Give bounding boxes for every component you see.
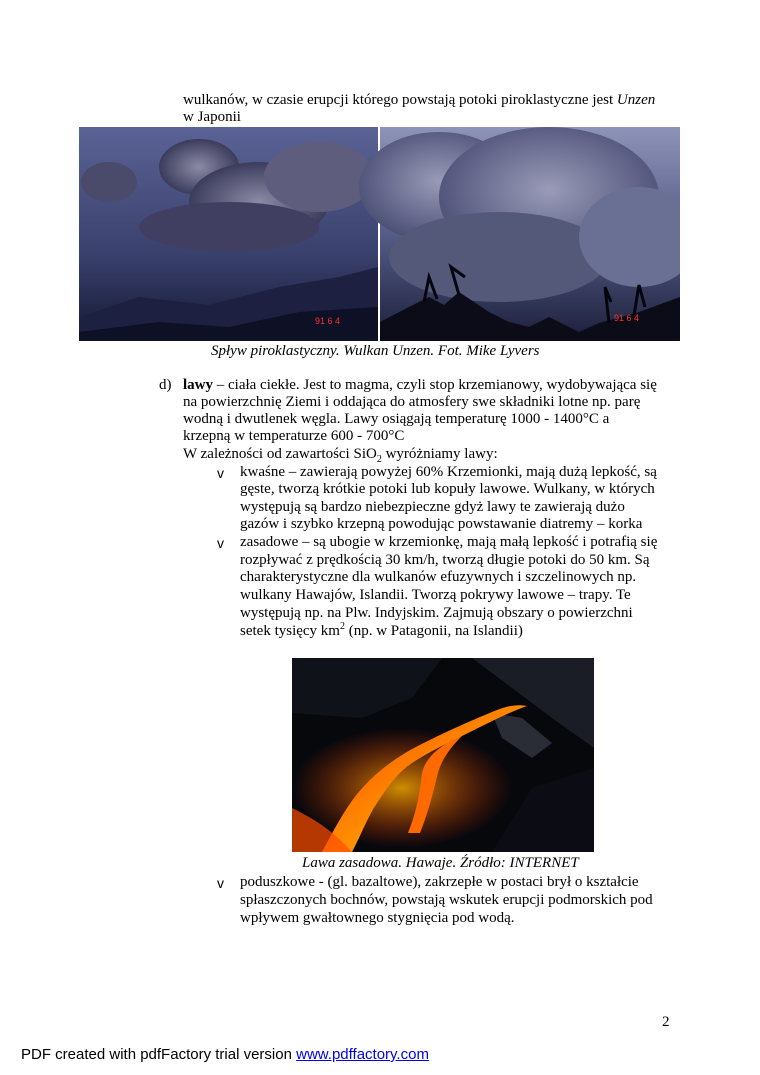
list-marker-d: d) (159, 377, 172, 393)
zasadowe-line-5: występują np. na Plw. Indyjskim. Zajmują obszary o powierzchni (240, 605, 633, 621)
intro-line-2: w Japonii (183, 109, 241, 125)
kwasne-line-2: gęste, tworzą krótkie potoki lub kopuły lawowe. Wulkany, w których (240, 481, 655, 497)
photo-date-stamp-right: 91 6 4 (614, 313, 640, 323)
caption-basic-lava: Lawa zasadowa. Hawaje. Źródło: INTERNET (302, 855, 579, 871)
photo-date-stamp-left: 91 6 4 (315, 316, 341, 326)
poduszkowe-line-2: spłaszczonych bochnów, powstają wskutek erupcji podmorskich pod (240, 892, 653, 908)
term-lawy: lawy (183, 377, 213, 393)
lava-flow-photo (292, 658, 594, 852)
section-d-line-4: krzepną w temperaturze 600 - 700°C (183, 428, 405, 444)
poduszkowe-line-1: poduszkowe - (gl. bazaltowe), zakrzepłe w postaci brył o kształcie (240, 874, 639, 890)
bullet-icon: v (217, 465, 224, 481)
kwasne-line-1: kwaśne – zawierają powyżej 60% Krzemionki, mają dużą lepkość, są (240, 464, 657, 480)
kwasne-line-3: występują są bardzo niebezpieczne gdyż lawy te zawierają dużo (240, 499, 625, 515)
bullet-icon: v (217, 535, 224, 551)
zasadowe-line-6: setek tysięcy $km^2$ (np. w Patagonii, na Islandii) (240, 621, 523, 639)
zasadowe-line-2: rozpływać z prędkością 30 km/h, tworzą długie potoki do 50 km. Są (240, 552, 650, 568)
intro-line-1: wulkanów, w czasie erupcji którego powstają potoki piroklastyczne jest Unzen (183, 92, 656, 108)
pdf-footer: PDF created with pdfFactory trial version www.pdffactory.com (21, 1046, 429, 1063)
section-d-line-1: lawy – ciała ciekłe. Jest to magma, czyli stop krzemianowy, wydobywająca się (183, 377, 657, 393)
section-d-line-2: na powierzchnię Ziemi i oddająca do atmosfery swe składniki lotne np. parę (183, 394, 641, 410)
volcano-name-unzen: Unzen (616, 92, 656, 108)
bullet-icon: v (217, 875, 224, 891)
kwasne-line-4: gazów i szybko krzepną powodując powstawanie diatremy – korka (240, 516, 643, 532)
caption-pyroclastic-flow: Spływ piroklastyczny. Wulkan Unzen. Fot. Mike Lyvers (211, 343, 540, 359)
pyroclastic-flow-photo (79, 127, 680, 341)
zasadowe-line-1: zasadowe – są ubogie w krzemionkę, mają małą lepkość i potrafią się (240, 534, 658, 550)
sio2-classification-line: W zależności od zawartości SiO$_2$ wyróżniamy lawy: (183, 446, 498, 465)
section-d-line-3: wodną i dwutlenek węgla. Lawy osiągają temperaturę 1000 - 1400°C a (183, 411, 610, 427)
zasadowe-line-3: charakterystyczne dla wulkanów efuzywnych i szczelinowych np. (240, 569, 637, 585)
page-number: 2 (662, 1014, 670, 1030)
poduszkowe-line-3: wpływem gwałtownego stygnięcia pod wodą. (240, 910, 515, 926)
zasadowe-line-4: wulkany Hawajów, Islandii. Tworzą pokrywy lawowe – trapy. Te (240, 587, 631, 603)
pdffactory-link[interactable]: www.pdffactory.com (296, 1046, 429, 1063)
